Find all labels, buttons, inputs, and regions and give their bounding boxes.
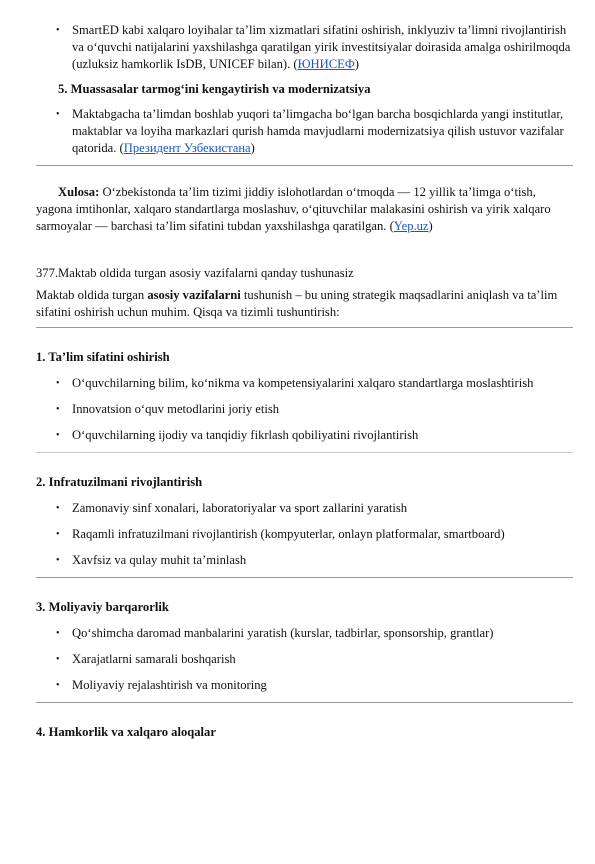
conclusion-text: O‘zbekistonda ta’lim tizimi jiddiy islohotlardan o‘tmoqda — 12 yillik ta’limga o‘tish, yagona imtihonlar, xalqaro standartlarga moslashuv, o‘qituvchilar malakasini oshirish va yirik xalqaro sarmoyalar — barchasi ta’lim sifatini tubdan yaxshilashga qaratilgan. (	[36, 185, 551, 233]
source-link-unicef[interactable]: ЮНИСЕФ	[297, 57, 355, 71]
conclusion-closing: )	[428, 219, 433, 233]
list-item: • Moliyaviy rejalashtirish va monitoring	[0, 677, 595, 694]
list-item: • Zamonaviy sinf xonalari, laboratoriyalar va sport zallarini yaratish	[0, 500, 595, 517]
list-item: • Raqamli infratuzilmani rivojlantirish (kompyuterlar, onlayn platformalar, smartboard)	[0, 526, 595, 543]
section-1-list	[0, 375, 595, 444]
list-item: • Xavfsiz va qulay muhit ta’minlash	[0, 552, 595, 569]
list-item: • O‘quvchilarning bilim, ko‘nikma va kompetensiyalarini xalqaro standartlarga moslashtirish	[0, 375, 595, 392]
question-line: 377.Maktab oldida turgan asosiy vazifalarni qanday tushunasiz	[36, 266, 354, 280]
list-item-closing: )	[354, 57, 359, 71]
section-1-heading: 1. Ta’lim sifatini oshirish	[36, 350, 170, 364]
source-link-yep[interactable]: Yep.uz	[393, 219, 429, 233]
section-2-heading: 2. Infratuzilmani rivojlantirish	[36, 475, 203, 489]
divider	[36, 452, 573, 453]
intro-bold: asosiy vazifalarni	[147, 288, 241, 302]
divider	[36, 327, 573, 328]
intro-text: Maktab oldida turgan	[36, 288, 148, 302]
divider	[36, 702, 573, 703]
section-5-heading: 5. Muassasalar tarmog‘ini kengaytirish va modernizatsiya	[58, 82, 371, 96]
list-item-closing: )	[250, 141, 255, 155]
list-item	[0, 22, 595, 73]
list-item: • O‘quvchilarning ijodiy va tanqidiy fikrlash qobiliyatini rivojlantirish	[0, 427, 595, 444]
list-item	[0, 106, 595, 157]
divider	[36, 577, 573, 578]
source-link-president[interactable]: Президент Узбекистана	[123, 141, 251, 155]
list-item: • Xarajatlarni samarali boshqarish	[0, 651, 595, 668]
section-3-list	[0, 625, 595, 694]
section-2-list	[0, 500, 595, 569]
intro-text-rest: tushunish – bu uning strategik maqsadlarini aniqlash va ta’lim sifatini oshirish uchun muhim. Qisqa va tizimli tushuntirish:	[36, 288, 558, 319]
list-item: • Innovatsion o‘quv metodlarini joriy etish	[0, 401, 595, 418]
divider	[36, 165, 573, 166]
document-page	[0, 22, 595, 864]
list-item-text: SmartED kabi xalqaro loyihalar ta’lim xizmatlari sifatini oshirish, inklyuziv ta’limni rivojlantirish va o‘quvchi natijalarini yaxshilashga qaratilgan yirik investitsiyalar doirasida amalga oshirilmoqda (uzluksiz hamkorlik IsDB, UNICEF bilan). (	[72, 23, 571, 71]
section-5-list	[0, 106, 595, 157]
section-3-heading: 3. Moliyaviy barqarorlik	[36, 600, 169, 614]
list-item: • Qo‘shimcha daromad manbalarini yaratish (kurslar, tadbirlar, sponsorship, grantlar)	[0, 625, 595, 642]
conclusion-paragraph	[0, 184, 595, 235]
section-4-heading: 4. Hamkorlik va xalqaro aloqalar	[36, 725, 216, 739]
list-item-text: Maktabgacha ta’limdan boshlab yuqori ta’limgacha bo‘lgan barcha bosqichlarda yangi institutlar, maktablar va loyiha markazlari qurish hamda mavjudlarni modernizatsiya qilish ustuvor vazifalar qatorida. (	[72, 107, 564, 155]
conclusion-label: Xulosa:	[58, 185, 100, 199]
intro-paragraph	[0, 287, 595, 321]
top-bullet-list	[0, 22, 595, 73]
